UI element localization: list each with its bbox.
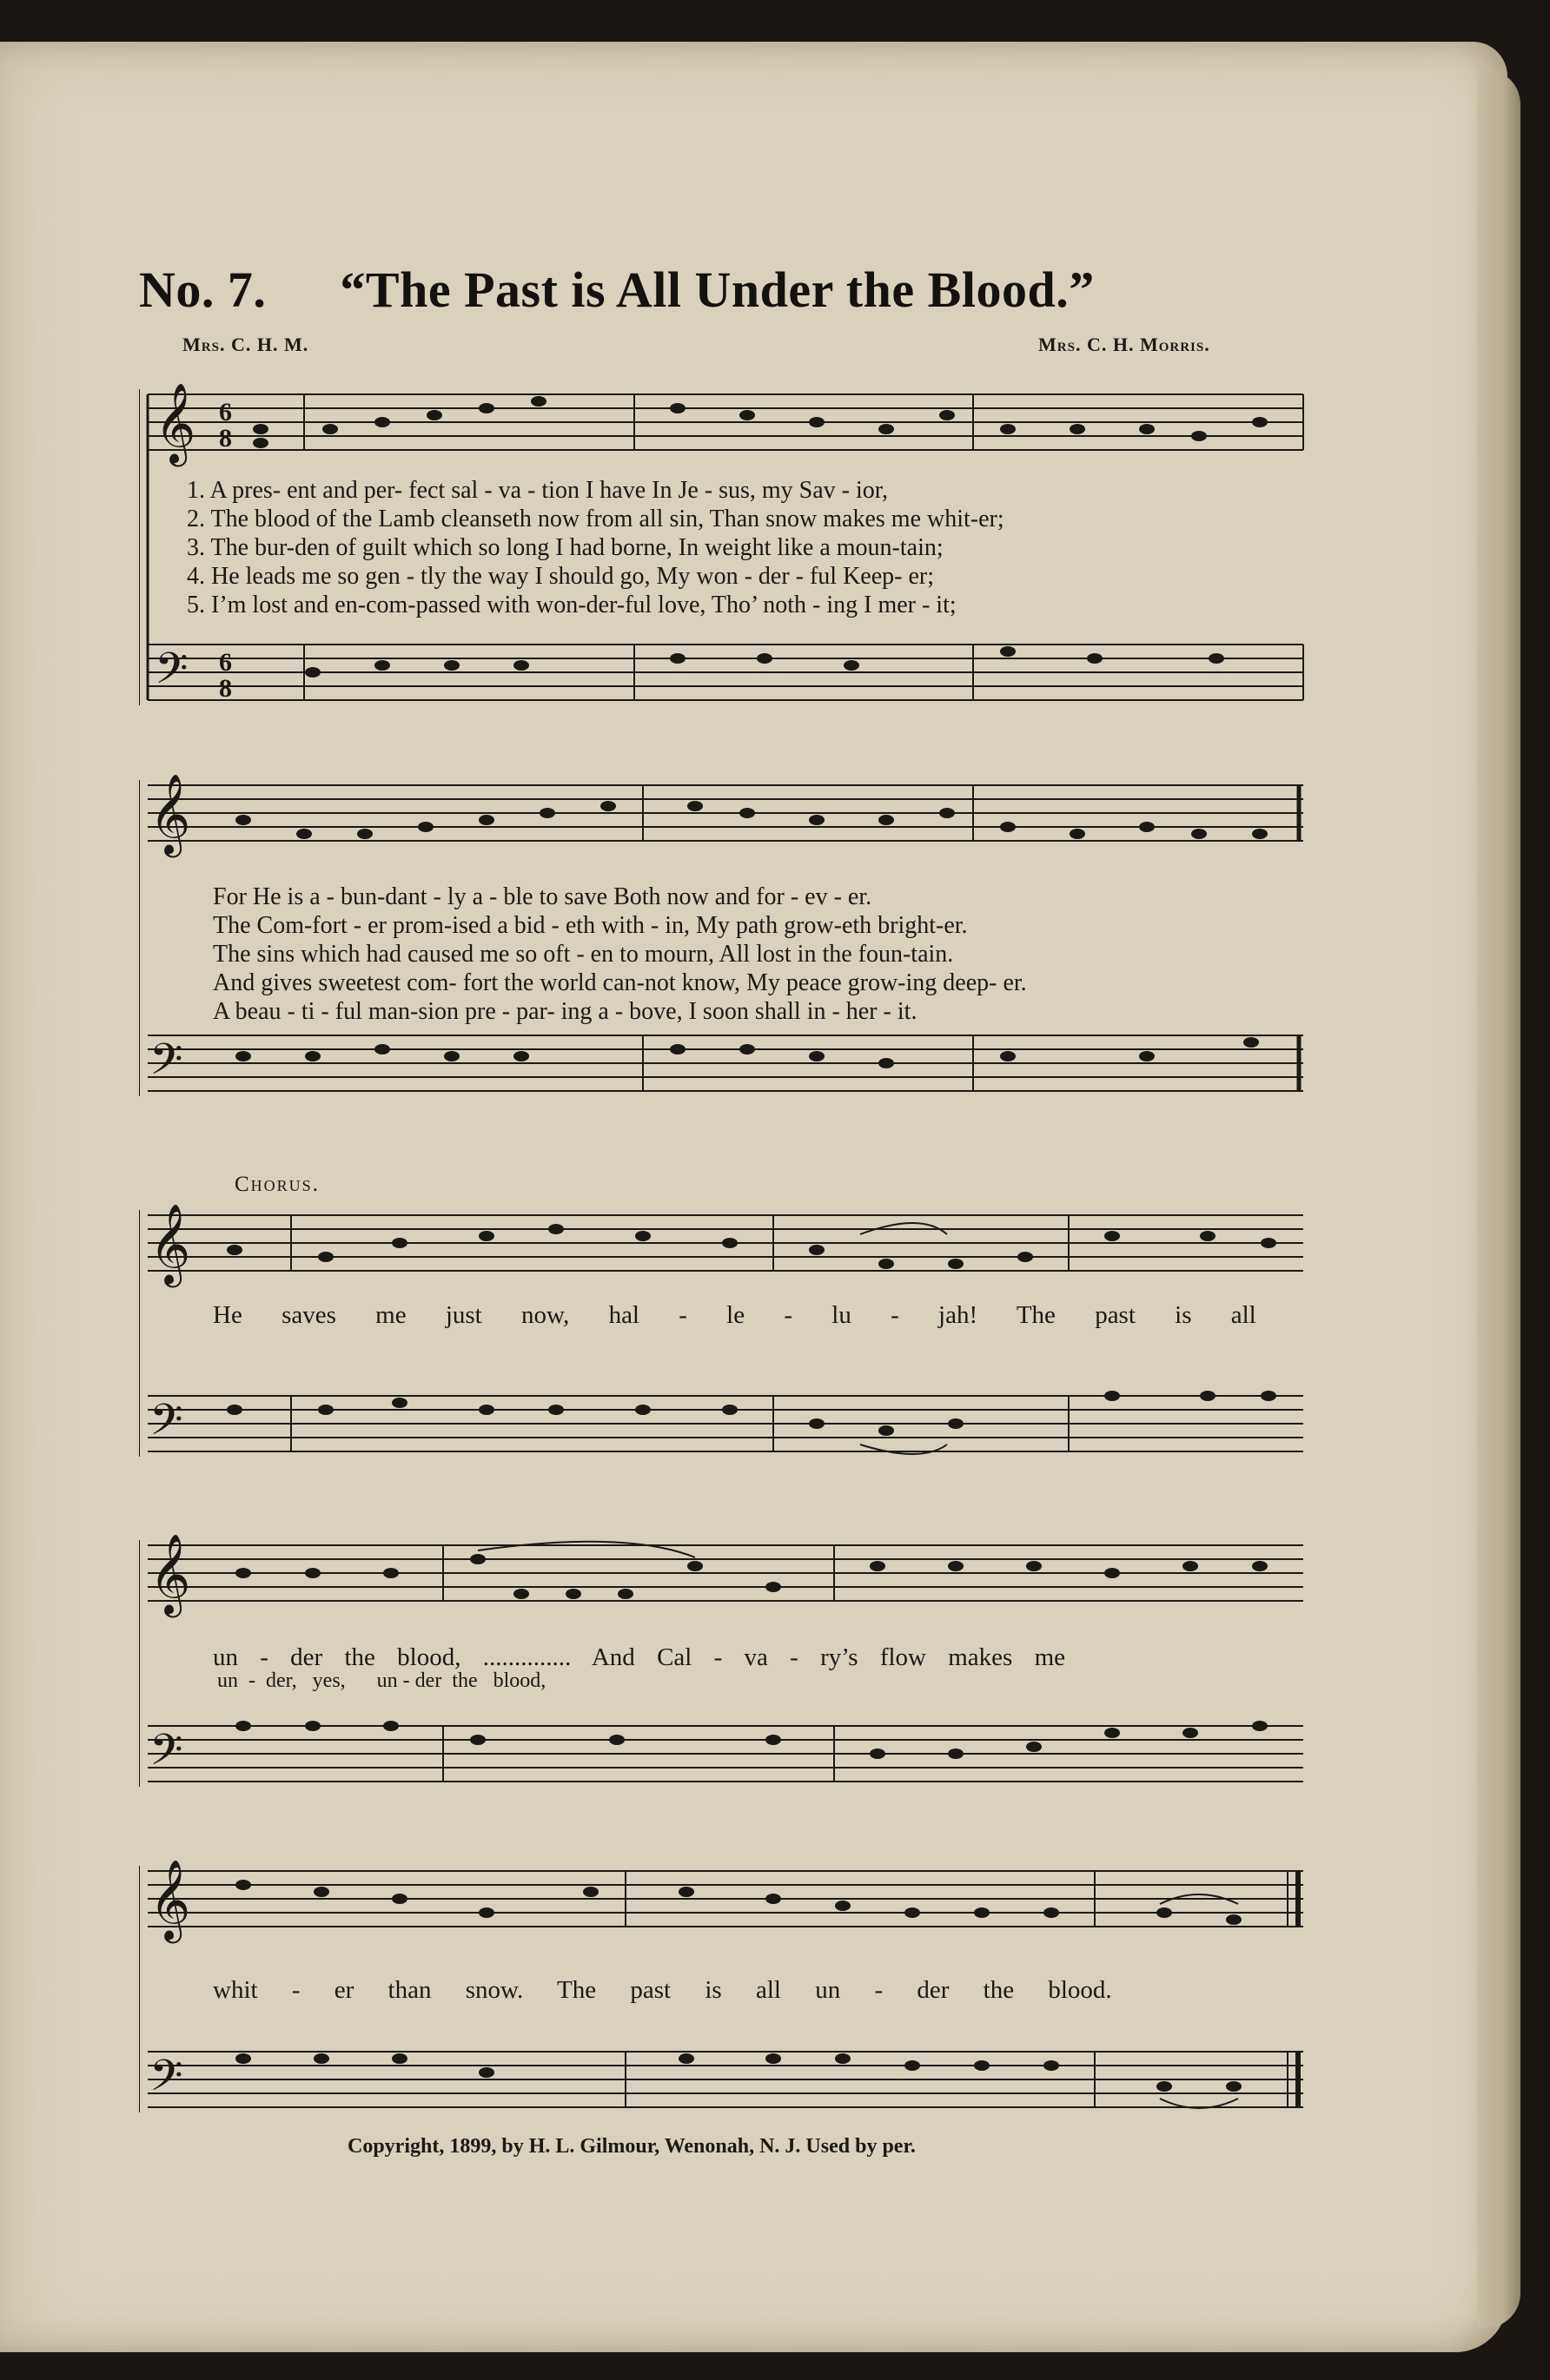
lyric-word: makes (948, 1643, 1013, 1671)
lyric-word: whit (213, 1976, 258, 2004)
svg-text:𝄢: 𝄢 (155, 644, 189, 704)
chorus-line-1 (213, 1301, 1256, 1330)
svg-text:𝄞: 𝄞 (149, 1203, 191, 1284)
svg-text:𝄞: 𝄞 (155, 382, 196, 463)
svg-text:6: 6 (219, 648, 232, 677)
lyric-word: The (557, 1976, 597, 2004)
svg-text:𝄢: 𝄢 (149, 1395, 183, 1456)
verse-line: A beau - ti - ful man-sion pre - par- ing a - bove, I soon shall in - her - it. (213, 998, 917, 1025)
words-credit: Mrs. C. H. M. (182, 334, 309, 355)
lyric-word: der (290, 1643, 323, 1671)
lyric-word: is (705, 1976, 722, 2004)
verses-part-2 (213, 883, 1027, 1026)
lyric-word: - (891, 1301, 899, 1329)
hymn-number: No. 7. (139, 261, 267, 318)
lyric-word: now, (521, 1301, 570, 1329)
lyric-word: lu (831, 1301, 851, 1329)
svg-text:𝄢: 𝄢 (149, 2051, 183, 2112)
lyric-word: the (983, 1976, 1015, 2004)
lyric-word: blood, (397, 1643, 461, 1671)
chorus-line-3 (213, 1976, 1112, 2005)
verse-line: The Com-fort - er prom-ised a bid - eth with - in, My path grow-eth bright-er. (213, 912, 968, 939)
lyric-word: hal (608, 1301, 639, 1329)
lyric-word: me (1034, 1643, 1066, 1671)
copyright-notice: Copyright, 1899, by H. L. Gilmour, Wenonah, N. J. Used by per. (348, 2135, 916, 2158)
lyric-word: - (679, 1301, 687, 1329)
lyric-word: the (344, 1643, 375, 1671)
lyric-word: all (1230, 1301, 1256, 1329)
hymn-header (139, 261, 1338, 319)
lyric-word: flow (879, 1643, 926, 1671)
lyric-word: er (334, 1976, 354, 2004)
music-system-3 (139, 1203, 1316, 1464)
verse-line: 5. I’m lost and en-com-passed with won-der-ful love, Tho’ noth - ing I mer - it; (187, 592, 957, 618)
svg-text:𝄞: 𝄞 (149, 1533, 191, 1614)
lyric-word: past (630, 1976, 672, 2004)
lyric-word: ry’s (820, 1643, 858, 1671)
lyric-word: jah! (938, 1301, 978, 1329)
verses-part-1 (187, 476, 1004, 619)
verse-line: And gives sweetest com- fort the world can-not know, My peace grow-ing deep- er. (213, 969, 1027, 996)
svg-text:8: 8 (219, 424, 232, 453)
chorus-line-2 (213, 1643, 1065, 1672)
lyric-word: - (291, 1976, 301, 2004)
lyric-word: blood. (1048, 1976, 1112, 2004)
lyric-word: saves (282, 1301, 336, 1329)
lyric-word: He (213, 1301, 242, 1329)
svg-text:𝄞: 𝄞 (149, 1859, 191, 1940)
lyric-word: me (375, 1301, 407, 1329)
lyric-word: snow. (465, 1976, 524, 2004)
lyric-word: And (591, 1643, 635, 1671)
music-credit: Mrs. C. H. Morris. (1038, 334, 1210, 355)
lyric-word: - (260, 1643, 268, 1671)
verse-line: For He is a - bun-dant - ly a - ble to save Both now and for - ev - er. (213, 883, 872, 910)
lyric-word: - (790, 1643, 798, 1671)
verse-line: 4. He leads me so gen - tly the way I should go, My won - der - ful Keep- er; (187, 563, 935, 590)
lyric-word: than (388, 1976, 432, 2004)
lyric-word: all (755, 1976, 781, 2004)
lyric-word: The (1016, 1301, 1056, 1329)
verse-line: 2. The blood of the Lamb cleanseth now from all sin, Than snow makes me whit-er; (187, 506, 1004, 532)
lyric-word: - (713, 1643, 723, 1671)
lyric-word: un (815, 1976, 841, 2004)
svg-text:𝄢: 𝄢 (149, 1035, 183, 1095)
lyric-word: der (917, 1976, 950, 2004)
chorus-alto-line: un - der, yes, un - der the blood, (217, 1669, 546, 1692)
lyric-word: .............. (482, 1643, 572, 1671)
page-edge (1477, 69, 1520, 2328)
lyric-word: - (874, 1976, 884, 2004)
hymn-title: “The Past is All Under the Blood.” (340, 261, 1095, 318)
verse-line: The sins which had caused me so oft - en to mourn, All lost in the foun-tain. (213, 941, 954, 968)
svg-text:6: 6 (219, 398, 232, 426)
svg-text:8: 8 (219, 674, 232, 703)
lyric-word: is (1175, 1301, 1192, 1329)
verse-line: 1. A pres- ent and per- fect sal - va - tion I have In Je - sus, my Sav - ior, (187, 477, 888, 504)
lyric-word: un (213, 1643, 238, 1671)
svg-text:𝄢: 𝄢 (149, 1725, 183, 1786)
lyric-word: past (1095, 1301, 1136, 1329)
lyric-word: - (784, 1301, 793, 1329)
lyric-word: Cal (657, 1643, 692, 1671)
lyric-word: va (744, 1643, 768, 1671)
lyric-word: le (726, 1301, 745, 1329)
music-staves-3 (139, 1203, 1316, 1464)
lyric-word: just (445, 1301, 482, 1329)
chorus-label: Chorus. (235, 1173, 320, 1196)
verse-line: 3. The bur-den of guilt which so long I had borne, In weight like a moun-tain; (187, 534, 944, 561)
svg-text:𝄞: 𝄞 (149, 773, 191, 854)
